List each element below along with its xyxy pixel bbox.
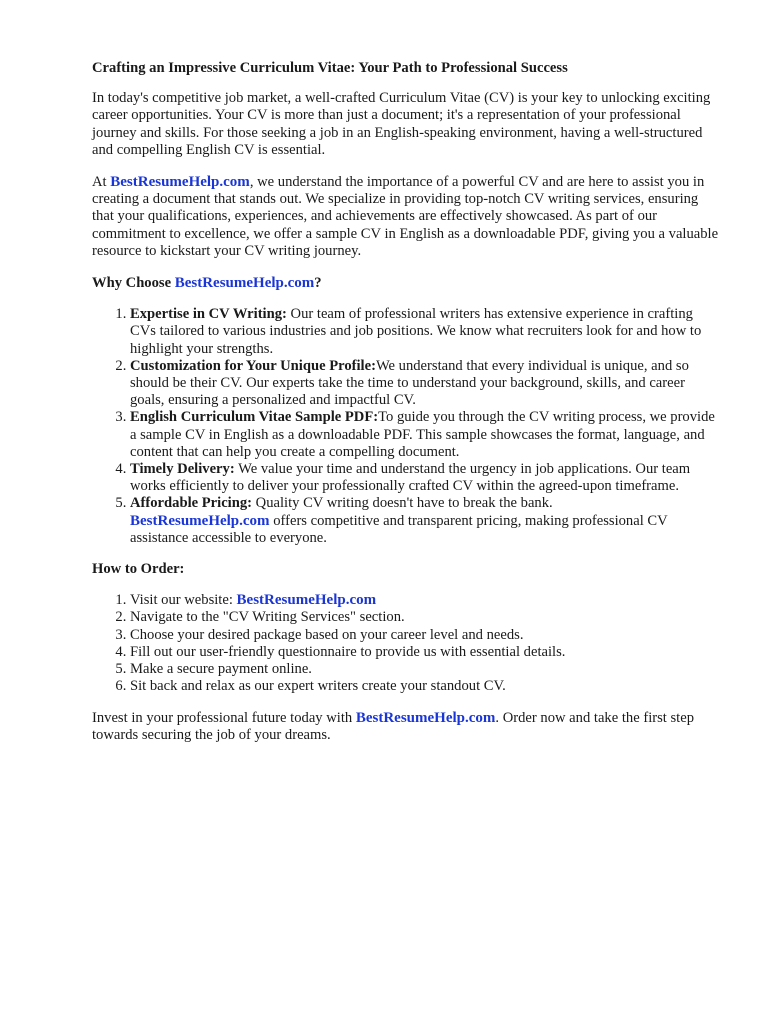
closing-paragraph — [92, 710, 722, 744]
why-item-text: Quality CV writing doesn't have to break the bank. — [252, 495, 553, 512]
how-to-order-heading: How to Order: — [92, 561, 185, 578]
why-item-text: Our team of professional writers has extensive experience in crafting CVs tailored to various industries and job positions. We know what recruiters look for and how to highlight your strengths. — [130, 306, 702, 357]
why-item-expertise — [130, 306, 722, 358]
why-item-term: Expertise in CV Writing: — [130, 306, 287, 323]
why-item-term: Timely Delivery: — [130, 461, 235, 478]
order-step-visit — [130, 592, 722, 609]
why-item-text: We understand that every individual is unique, and so should be their CV. Our experts take the time to understand your background, skills, and career goals, ensuring a personalized and impactful CV. — [130, 357, 689, 409]
closing-prefix: Invest in your professional future today with — [92, 709, 356, 726]
why-item-term: Customization for Your Unique Profile: — [130, 357, 376, 374]
intro-paragraph: In today's competitive job market, a well-crafted Curriculum Vitae (CV) is your key to unlocking exciting career opportunities. Your CV is more than just a document; it's a representation of your professional journey and skills. For those seeking a job in an English-speaking environment, having a well-structured and compelling English CV is essential. — [92, 90, 711, 158]
order-step: 5. Make a secure payment online. — [130, 661, 722, 678]
why-item-term: Affordable Pricing: — [130, 495, 252, 512]
closing-site-link[interactable]: BestResumeHelp.com — [355, 709, 496, 726]
closing-text: . Order now and take the first step towards securing the job of your dreams. — [92, 709, 694, 743]
order-step: 4. Fill out our user-friendly questionnaire to provide us with essential details. — [130, 644, 722, 661]
about-text: , we understand the importance of a powerful CV and are here to assist you in creating a document that stands out. We specialize in providing top-notch CV writing services, ensuring that your qualifications, experiences, and achievements are effectively showcased. As part of our commitment to excellence, we offer a sample CV in English as a downloadable PDF, giving you a valuable resource to kickstart your CV writing journey. — [92, 174, 719, 259]
order-step: 6. Sit back and relax as our expert writers create your standout CV. — [130, 678, 722, 695]
order-step: 2. Navigate to the "CV Writing Services" section. — [130, 609, 722, 626]
order-step: 3. Choose your desired package based on your career level and needs. — [130, 627, 722, 644]
about-paragraph — [92, 174, 722, 260]
why-item-sample-pdf — [130, 409, 722, 461]
why-choose-list — [92, 306, 722, 547]
why-item-timely-delivery — [130, 461, 722, 495]
why-item-text: To guide you through the CV writing process, we provide a sample CV in English as a downloadable PDF. This sample showcases the format, language, and content that can help you create a compelling document. — [130, 409, 715, 460]
order-steps-list — [92, 592, 722, 695]
why-item-text-after-link: offers competitive and transparent pricing, making professional CV assistance accessible to everyone. — [130, 512, 668, 546]
why-item-affordable-pricing — [130, 495, 722, 547]
document-title: Crafting an Impressive Curriculum Vitae: Your Path to Professional Success — [92, 60, 568, 76]
about-site-link[interactable]: BestResumeHelp.com — [110, 174, 250, 191]
order-step-text: Visit our website: — [130, 592, 237, 609]
why-choose-suffix: ? — [314, 275, 322, 292]
pricing-site-link[interactable]: BestResumeHelp.com — [130, 512, 270, 529]
order-site-link[interactable]: BestResumeHelp.com — [236, 592, 377, 609]
why-item-customization — [130, 358, 722, 410]
why-choose-prefix: Why Choose — [92, 275, 175, 292]
why-choose-site-link[interactable]: BestResumeHelp.com — [174, 275, 315, 292]
why-choose-heading — [92, 275, 722, 292]
about-prefix: At — [92, 174, 111, 191]
why-item-text: We value your time and understand the urgency in job applications. Our team works efficiently to deliver your professionally crafted CV within the agreed-upon timeframe. — [130, 461, 691, 495]
why-item-term: English Curriculum Vitae Sample PDF: — [130, 409, 379, 426]
